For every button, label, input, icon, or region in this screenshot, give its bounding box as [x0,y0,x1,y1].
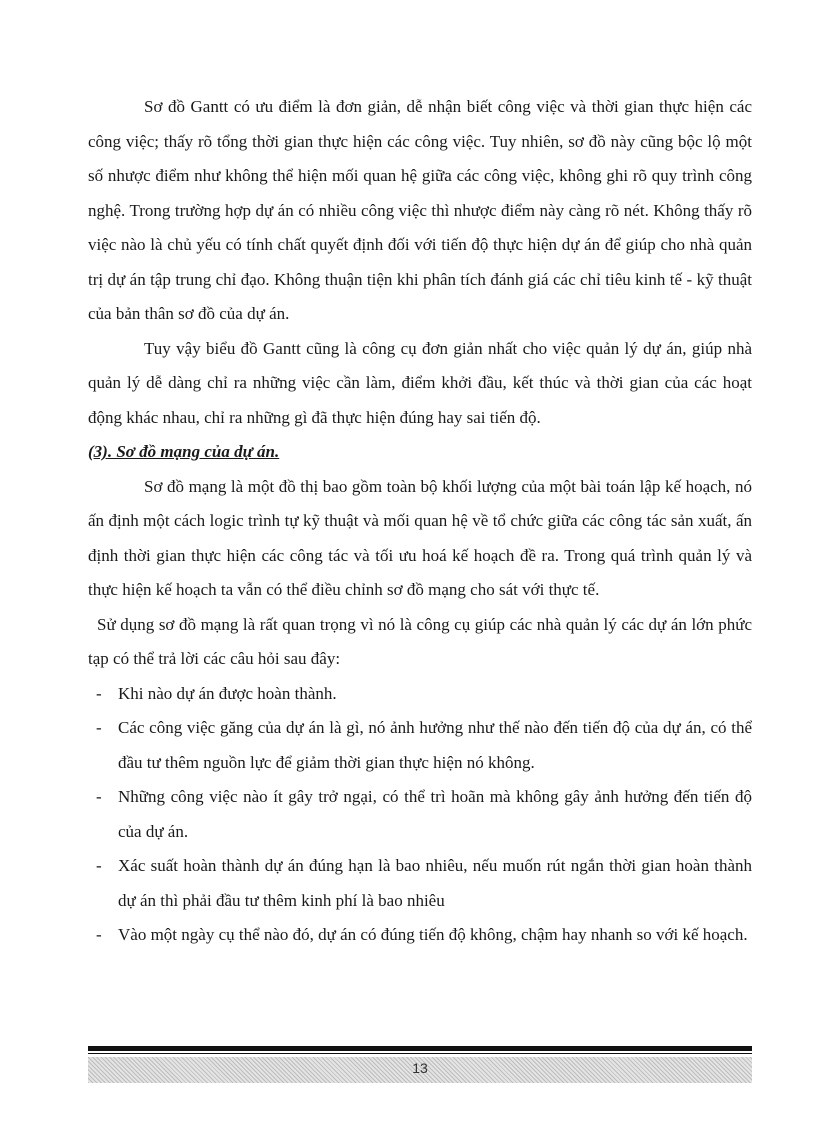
list-item [88,711,752,780]
list-item-text: Các công việc găng của dự án là gì, nó ảnh hưởng như thế nào đến tiến độ của dự án, có thể đầu tư thêm nguồn lực để giảm thời gian thực hiện nó không. [118,718,752,772]
document-body [88,90,752,953]
list-item [88,849,752,918]
dash-bullet: - [96,718,102,737]
dash-bullet: - [96,856,102,875]
dash-bullet: - [96,787,102,806]
page-footer [88,1046,752,1083]
dash-bullet: - [96,925,102,944]
question-list [88,677,752,953]
footer-band [88,1057,752,1083]
list-item [88,780,752,849]
list-item-text: Những công việc nào ít gây trở ngại, có thể trì hoãn mà không gây ảnh hưởng đến tiến độ của dự án. [118,787,752,841]
paragraph-network-usage: Sử dụng sơ đồ mạng là rất quan trọng vì nó là công cụ giúp các nhà quản lý các dự án lớn phức tạp có thể trả lời các câu hỏi sau đây: [88,614,752,668]
section-heading: (3). Sơ đồ mạng của dự án. [88,442,280,461]
list-item-text: Vào một ngày cụ thể nào đó, dự án có đúng tiến độ không, chậm hay nhanh so với kế hoạch. [118,925,748,944]
list-item [88,677,752,712]
list-item-text: Xác suất hoàn thành dự án đúng hạn là bao nhiêu, nếu muốn rút ngắn thời gian hoàn thành dự án thì phải đầu tư thêm kinh phí là bao nhiêu [118,856,752,910]
list-item-text: Khi nào dự án được hoàn thành. [118,683,337,703]
footer-rule-thin [88,1053,752,1054]
list-item [88,918,752,953]
paragraph-gantt-usefulness: Tuy vậy biểu đồ Gantt cũng là công cụ đơn giản nhất cho việc quản lý dự án, giúp nhà quản lý dễ dàng chỉ ra những việc cần làm, điểm khởi đầu, kết thúc và thời gian của các hoạt động khác nhau, chỉ ra những gì đã thực hiện đúng hay sai tiến độ. [88,338,752,427]
page-number: 13 [412,1060,428,1076]
paragraph-network-definition: Sơ đồ mạng là một đồ thị bao gồm toàn bộ khối lượng của một bài toán lập kế hoạch, nó ấn định một cách logic trình tự kỹ thuật và mối quan hệ về tổ chức giữa các công tác sản xuất, ấn định thời gian thực hiện các công tác và tối ưu hoá kế hoạch đề ra. Trong quá trình quản lý và thực hiện kế hoạch ta vẫn có thể điều chỉnh sơ đồ mạng cho sát với thực tế. [88,476,752,599]
paragraph-gantt-advantages: Sơ đồ Gantt có ưu điểm là đơn giản, dễ nhận biết công việc và thời gian thực hiện các công việc; thấy rõ tổng thời gian thực hiện các công việc. Tuy nhiên, sơ đồ này cũng bộc lộ một số nhược điểm như không thể hiện mối quan hệ giữa các công việc, không ghi rõ quy trình công nghệ. Trong trường hợp dự án có nhiều công việc thì nhược điểm này càng rõ nét. Không thấy rõ việc nào là chủ yếu có tính chất quyết định đối với tiến độ thực hiện dự án để giúp cho nhà quản trị dự án tập trung chỉ đạo. Không thuận tiện khi phân tích đánh giá các chỉ tiêu kinh tế - kỹ thuật của bản thân sơ đồ của dự án. [88,97,752,323]
dash-bullet: - [96,683,102,703]
footer-rule-thick [88,1046,752,1051]
